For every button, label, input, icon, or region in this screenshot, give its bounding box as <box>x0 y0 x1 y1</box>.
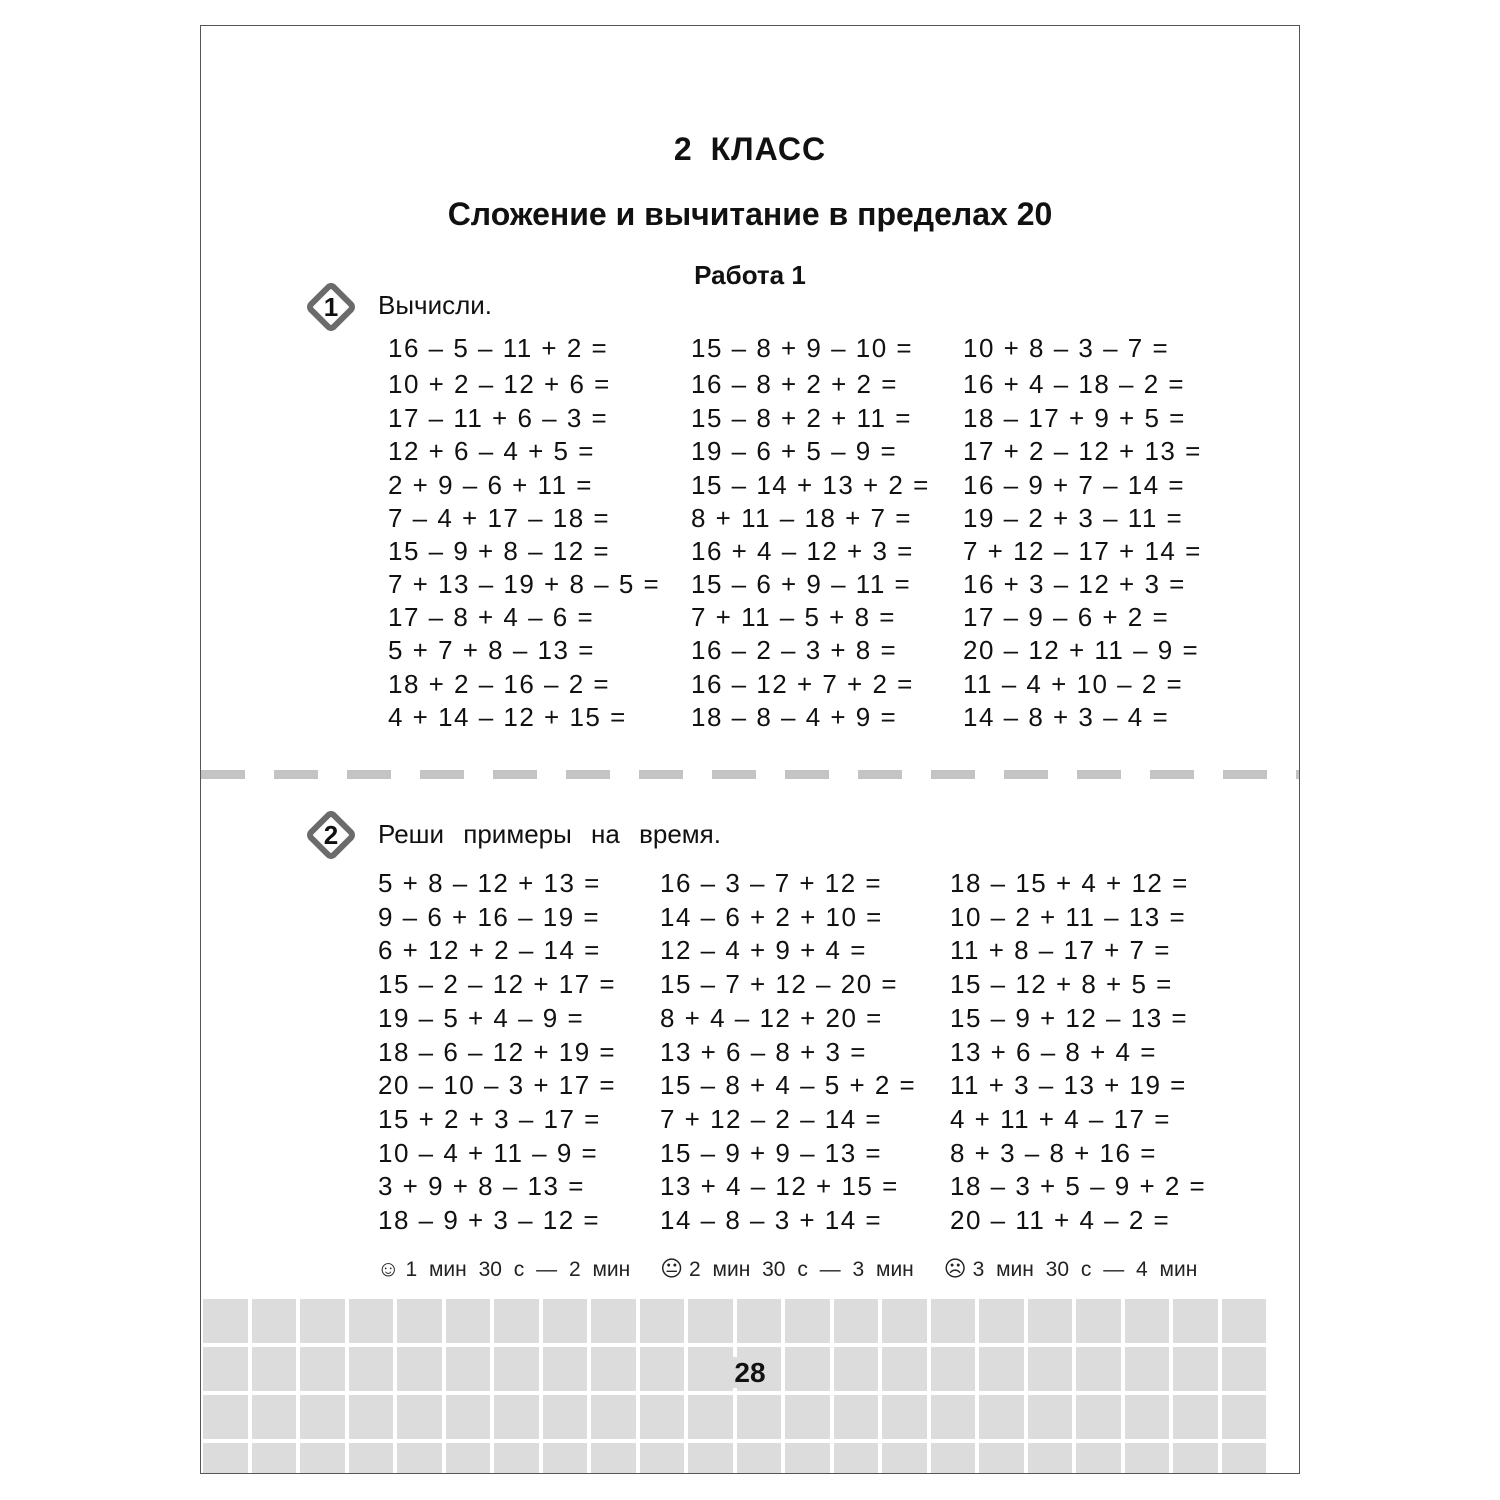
grid-cell <box>446 1299 491 1343</box>
task-2-number: 2 <box>323 820 339 850</box>
exercise: 8 + 11 – 18 + 7 = <box>691 503 912 533</box>
exercise: 13 + 6 – 8 + 4 = <box>950 1036 1157 1067</box>
grid-cell <box>349 1299 394 1343</box>
exercise: 15 – 7 + 12 – 20 = <box>660 969 899 1000</box>
grid-cell <box>834 1443 879 1474</box>
grid-cell <box>785 1443 830 1474</box>
neutral-face-icon: 😐 <box>660 1256 684 1281</box>
exercise: 16 – 5 – 11 + 2 = <box>388 333 609 363</box>
grid-cell <box>543 1395 588 1439</box>
grid-cell <box>543 1443 588 1474</box>
exercise: 17 – 11 + 6 – 3 = <box>388 403 609 433</box>
task-1-instruction: Вычисли. <box>378 290 493 320</box>
exercise: 14 – 8 + 3 – 4 = <box>963 702 1170 732</box>
exercise: 14 – 8 – 3 + 14 = <box>660 1205 883 1235</box>
exercise: 11 + 8 – 17 + 7 = <box>950 935 1171 966</box>
grid-cell <box>931 1299 976 1343</box>
grid-cell <box>203 1395 248 1439</box>
grid-cell <box>203 1443 248 1474</box>
page-number-text: 28 <box>728 1357 771 1388</box>
grid-cell <box>1028 1299 1073 1343</box>
grid-cell <box>882 1443 927 1474</box>
grid-cell <box>979 1443 1024 1474</box>
exercise: 7 – 4 + 17 – 18 = <box>388 503 611 533</box>
exercise: 4 + 14 – 12 + 15 = <box>388 702 627 732</box>
exercise: 8 + 4 – 12 + 20 = <box>660 1002 883 1033</box>
grid-cell <box>446 1395 491 1439</box>
exercise: 4 + 11 + 4 – 17 = <box>950 1103 1171 1134</box>
grid-cell <box>349 1395 394 1439</box>
exercise: 16 + 4 – 18 – 2 = <box>963 369 1186 399</box>
worksheet-page <box>200 25 1300 1474</box>
exercise: 5 + 7 + 8 – 13 = <box>388 635 595 665</box>
grid-cell <box>591 1443 636 1474</box>
exercise: 7 + 12 – 17 + 14 = <box>963 536 1202 566</box>
exercise: 16 – 2 – 3 + 8 = <box>691 635 898 665</box>
grid-cell <box>494 1395 539 1439</box>
grid-cell <box>737 1299 782 1343</box>
exercise: 16 – 12 + 7 + 2 = <box>691 669 914 699</box>
grid-cell <box>300 1299 345 1343</box>
grid-cell <box>494 1443 539 1474</box>
grid-cell <box>737 1443 782 1474</box>
exercise: 9 – 6 + 16 – 19 = <box>378 901 601 932</box>
exercise: 2 + 9 – 6 + 11 = <box>388 470 593 500</box>
exercise: 17 – 9 – 6 + 2 = <box>963 602 1170 632</box>
grid-cell <box>1173 1443 1218 1474</box>
exercise: 15 – 9 + 9 – 13 = <box>660 1137 883 1168</box>
grid-cell <box>688 1395 733 1439</box>
smiling-face-icon: ☺ <box>377 1256 400 1281</box>
grid-cell <box>397 1395 442 1439</box>
exercise: 16 + 4 – 12 + 3 = <box>691 536 914 566</box>
frowning-face-icon: ☹ <box>943 1256 967 1281</box>
exercise: 15 – 14 + 13 + 2 = <box>691 470 930 500</box>
grid-cell <box>349 1443 394 1474</box>
grid-cell <box>931 1443 976 1474</box>
grid-cell <box>1125 1299 1170 1343</box>
exercise: 15 – 12 + 8 + 5 = <box>950 969 1173 1000</box>
exercise: 19 – 6 + 5 – 9 = <box>691 436 898 466</box>
grid-cell <box>737 1395 782 1439</box>
grid-cell <box>591 1299 636 1343</box>
grid-cell <box>640 1443 685 1474</box>
grid-cell <box>1028 1395 1073 1439</box>
grid-cell <box>1222 1443 1267 1474</box>
exercise: 15 – 2 – 12 + 17 = <box>378 969 617 1000</box>
grid-cell <box>543 1299 588 1343</box>
exercise: 17 – 8 + 4 – 6 = <box>388 602 595 632</box>
grid-cell <box>1222 1299 1267 1343</box>
grid-cell <box>397 1299 442 1343</box>
exercise: 10 + 2 – 12 + 6 = <box>388 369 611 399</box>
grid-cell <box>688 1443 733 1474</box>
exercise: 20 – 12 + 11 – 9 = <box>963 635 1200 665</box>
timing-medium: 2 мин 30 с — 3 мин <box>689 1258 914 1281</box>
exercise: 18 – 15 + 4 + 12 = <box>950 868 1189 898</box>
page-number <box>201 1353 1299 1393</box>
exercise: 20 – 11 + 4 – 2 = <box>950 1205 1171 1235</box>
exercise: 15 – 9 + 12 – 13 = <box>950 1002 1189 1033</box>
exercise: 13 + 4 – 12 + 15 = <box>660 1171 899 1202</box>
grid-cell <box>252 1299 297 1343</box>
grid-cell <box>834 1299 879 1343</box>
grid-cell <box>397 1443 442 1474</box>
page-footer <box>201 1299 1299 1474</box>
exercise: 8 + 3 – 8 + 16 = <box>950 1137 1157 1168</box>
exercise: 16 – 3 – 7 + 12 = <box>660 868 883 898</box>
grid-cell <box>979 1395 1024 1439</box>
grid-cell <box>1125 1443 1170 1474</box>
grid-cell <box>1076 1443 1121 1474</box>
exercise: 15 – 8 + 2 + 11 = <box>691 403 912 433</box>
exercise: 6 + 12 + 2 – 14 = <box>378 935 601 966</box>
grid-cell <box>688 1299 733 1343</box>
exercise: 13 + 6 – 8 + 3 = <box>660 1036 867 1067</box>
exercise: 14 – 6 + 2 + 10 = <box>660 901 883 932</box>
exercise: 18 – 3 + 5 – 9 + 2 = <box>950 1171 1207 1202</box>
grid-cell <box>494 1299 539 1343</box>
timing-slow: 3 мин 30 с — 4 мин <box>972 1258 1198 1281</box>
exercise: 3 + 9 + 8 – 13 = <box>378 1171 585 1202</box>
exercise: 7 + 12 – 2 – 14 = <box>660 1103 883 1134</box>
grid-cell <box>1076 1299 1121 1343</box>
task-2-number-badge <box>299 803 363 867</box>
exercise: 15 – 9 + 8 – 12 = <box>388 536 611 566</box>
grid-cell <box>252 1395 297 1439</box>
exercise: 7 + 13 – 19 + 8 – 5 = <box>388 569 661 599</box>
exercise: 18 + 2 – 16 – 2 = <box>388 669 611 699</box>
grid-cell <box>1173 1395 1218 1439</box>
exercise: 16 – 9 + 7 – 14 = <box>963 470 1186 500</box>
exercise: 10 – 2 + 11 – 13 = <box>950 901 1187 932</box>
grid-cell <box>300 1443 345 1474</box>
grid-cell <box>640 1395 685 1439</box>
grid-cell <box>446 1443 491 1474</box>
grid-cell <box>882 1299 927 1343</box>
exercise: 15 – 6 + 9 – 11 = <box>691 569 912 599</box>
exercise: 20 – 10 – 3 + 17 = <box>378 1070 617 1101</box>
task-1-number: 1 <box>323 292 339 322</box>
exercise: 18 – 6 – 12 + 19 = <box>378 1036 617 1067</box>
exercise: 12 – 4 + 9 + 4 = <box>660 935 867 966</box>
task-1-number-badge <box>299 275 363 339</box>
exercise: 19 – 5 + 4 – 9 = <box>378 1002 585 1033</box>
grid-cell <box>1173 1299 1218 1343</box>
grid-cell <box>834 1395 879 1439</box>
grid-cell <box>300 1395 345 1439</box>
grid-cell <box>882 1395 927 1439</box>
grid-cell <box>1028 1443 1073 1474</box>
exercise: 16 + 3 – 12 + 3 = <box>963 569 1186 599</box>
exercise: 19 – 2 + 3 – 11 = <box>963 503 1184 533</box>
exercise: 15 – 8 + 4 – 5 + 2 = <box>660 1070 917 1101</box>
grid-cell <box>203 1299 248 1343</box>
exercise: 11 + 3 – 13 + 19 = <box>950 1070 1187 1101</box>
exercise: 15 + 2 + 3 – 17 = <box>378 1103 601 1134</box>
grid-cell <box>785 1299 830 1343</box>
work-heading: Работа 1 <box>694 260 806 290</box>
grid-cell <box>1222 1395 1267 1439</box>
exercise: 18 – 9 + 3 – 12 = <box>378 1205 601 1235</box>
grid-cell <box>979 1299 1024 1343</box>
timing-legend <box>377 1254 1197 1285</box>
timing-fast: 1 мин 30 с — 2 мин <box>405 1258 631 1281</box>
grade-heading: 2 КЛАСС <box>673 131 827 167</box>
exercise: 5 + 8 – 12 + 13 = <box>378 868 601 898</box>
grid-cell <box>252 1443 297 1474</box>
grid-cell <box>785 1395 830 1439</box>
topic-heading: Сложение и вычитание в пределах 20 <box>447 196 1053 232</box>
exercise: 15 – 8 + 9 – 10 = <box>691 333 914 363</box>
grid-cell <box>1076 1395 1121 1439</box>
exercise: 11 – 4 + 10 – 2 = <box>963 669 1184 699</box>
exercise: 18 – 8 – 4 + 9 = <box>691 702 898 732</box>
exercise: 10 – 4 + 11 – 9 = <box>378 1137 599 1168</box>
dashed-separator <box>201 770 1299 779</box>
exercise: 7 + 11 – 5 + 8 = <box>691 602 896 632</box>
grid-cell <box>931 1395 976 1439</box>
exercise: 16 – 8 + 2 + 2 = <box>691 369 898 399</box>
grid-cell <box>591 1395 636 1439</box>
grid-cell <box>640 1299 685 1343</box>
grid-cell <box>1125 1395 1170 1439</box>
exercise: 12 + 6 – 4 + 5 = <box>388 436 595 466</box>
exercise: 17 + 2 – 12 + 13 = <box>963 436 1202 466</box>
task-2-instruction: Реши примеры на время. <box>378 819 721 849</box>
exercise: 18 – 17 + 9 + 5 = <box>963 403 1186 433</box>
exercise: 10 + 8 – 3 – 7 = <box>963 333 1170 363</box>
